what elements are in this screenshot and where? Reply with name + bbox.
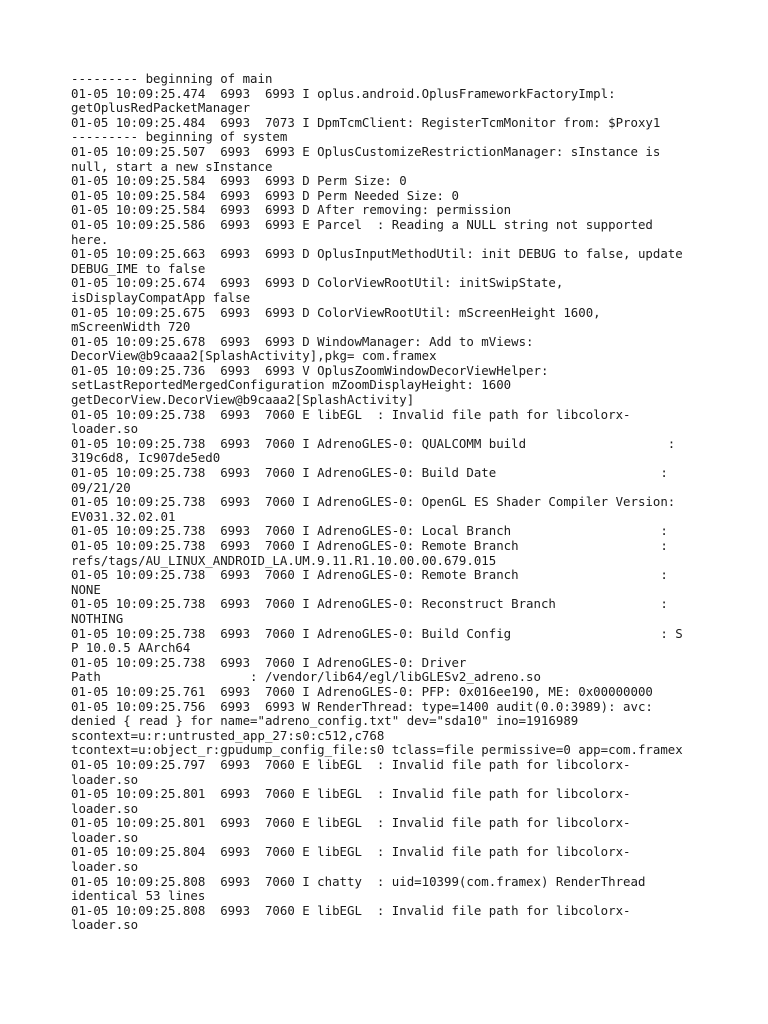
log-line: denied { read } for name="adreno_config.txt" dev="sda10" ino=1916989 <box>71 713 579 729</box>
log-line: --------- beginning of main <box>71 71 273 86</box>
log-line: 01-05 10:09:25.484 6993 7073 I DpmTcmClient: RegisterTcmMonitor from: $Proxy1 <box>71 114 661 130</box>
log-line: loader.so <box>71 800 139 816</box>
log-line: 01-05 10:09:25.663 6993 6993 D OplusInputMethodUtil: init DEBUG to false, update <box>71 246 683 262</box>
log-line: 01-05 10:09:25.808 6993 7060 I chatty : uid=10399(com.framex) RenderThread <box>71 873 646 889</box>
log-line: loader.so <box>71 917 139 933</box>
log-line: NOTHING <box>71 610 124 626</box>
log-line: getDecorView.DecorView@b9caaa2[SplashActivity] <box>71 392 415 408</box>
log-line: isDisplayCompatApp false <box>71 289 251 305</box>
log-line: null, start a new sInstance <box>71 158 273 174</box>
log-line: DecorView@b9caaa2[SplashActivity],pkg= com.framex <box>71 348 437 364</box>
log-line: NONE <box>71 581 101 597</box>
log-line: 01-05 10:09:25.584 6993 6993 D After removing: permission <box>71 202 512 218</box>
log-line: identical 53 lines <box>71 888 206 904</box>
log-line: tcontext=u:object_r:gpudump_config_file:s0 tclass=file permissive=0 app=com.framex <box>71 742 683 758</box>
log-line: 01-05 10:09:25.808 6993 7060 E libEGL : Invalid file path for libcolorx- <box>71 902 631 918</box>
log-line: here. <box>71 231 109 247</box>
log-line: 01-05 10:09:25.801 6993 7060 E libEGL : Invalid file path for libcolorx- <box>71 786 631 802</box>
log-line: 01-05 10:09:25.738 6993 7060 I AdrenoGLES-0: Local Branch : <box>71 523 668 539</box>
log-line: 01-05 10:09:25.474 6993 6993 I oplus.android.OplusFrameworkFactoryImpl: <box>71 85 616 101</box>
log-document <box>71 72 711 933</box>
log-line: loader.so <box>71 859 139 875</box>
log-line: 01-05 10:09:25.736 6993 6993 V OplusZoomWindowDecorViewHelper: <box>71 362 549 378</box>
log-line: 01-05 10:09:25.756 6993 6993 W RenderThread: type=1400 audit(0.0:3989): avc: <box>71 698 653 714</box>
log-line: P 10.0.5 AArch64 <box>71 640 191 656</box>
log-line: 01-05 10:09:25.586 6993 6993 E Parcel : Reading a NULL string not supported <box>71 216 653 232</box>
log-line: 319c6d8, Ic907de5ed0 <box>71 450 221 466</box>
log-line: loader.so <box>71 421 139 437</box>
log-line: 01-05 10:09:25.738 6993 7060 I AdrenoGLES-0: Build Date : <box>71 465 668 481</box>
log-line: 01-05 10:09:25.507 6993 6993 E OplusCustomizeRestrictionManager: sInstance is <box>71 143 661 159</box>
log-line: 01-05 10:09:25.804 6993 7060 E libEGL : Invalid file path for libcolorx- <box>71 844 631 860</box>
log-line: 01-05 10:09:25.797 6993 7060 E libEGL : Invalid file path for libcolorx- <box>71 756 631 772</box>
log-line: 01-05 10:09:25.738 6993 7060 I AdrenoGLES-0: Remote Branch : <box>71 538 668 553</box>
log-line: 01-05 10:09:25.738 6993 7060 I AdrenoGLES-0: OpenGL ES Shader Compiler Version: <box>71 494 676 510</box>
log-line: loader.so <box>71 829 139 845</box>
log-line: loader.so <box>71 771 139 787</box>
log-line: 01-05 10:09:25.674 6993 6993 D ColorViewRootUtil: initSwipState, <box>71 275 564 291</box>
log-line: DEBUG_IME to false <box>71 260 206 276</box>
log-line: Path : /vendor/lib64/egl/libGLESv2_adreno.so <box>71 669 541 685</box>
log-line: 01-05 10:09:25.675 6993 6993 D ColorViewRootUtil: mScreenHeight 1600, <box>71 304 601 320</box>
log-line: 01-05 10:09:25.738 6993 7060 I AdrenoGLES-0: Build Config : S <box>71 625 683 641</box>
log-line: --------- beginning of system <box>71 129 288 145</box>
log-line: mScreenWidth 720 <box>71 319 191 335</box>
log-line: 01-05 10:09:25.761 6993 7060 I AdrenoGLES-0: PFP: 0x016ee190, ME: 0x00000000 <box>71 683 653 699</box>
log-line: 01-05 10:09:25.738 6993 7060 I AdrenoGLES-0: Remote Branch : <box>71 567 668 583</box>
log-line: 01-05 10:09:25.678 6993 6993 D WindowManager: Add to mViews: <box>71 333 534 349</box>
log-line: 01-05 10:09:25.738 6993 7060 I AdrenoGLES-0: Driver <box>71 654 467 670</box>
log-line: 09/21/20 <box>71 479 131 495</box>
log-line: getOplusRedPacketManager <box>71 100 251 116</box>
log-line: 01-05 10:09:25.584 6993 6993 D Perm Needed Size: 0 <box>71 187 459 203</box>
log-line: 01-05 10:09:25.801 6993 7060 E libEGL : Invalid file path for libcolorx- <box>71 815 631 831</box>
log-line: refs/tags/AU_LINUX_ANDROID_LA.UM.9.11.R1.10.00.00.679.015 <box>71 552 497 568</box>
log-line: setLastReportedMergedConfiguration mZoomDisplayHeight: 1600 <box>71 377 512 393</box>
log-line: scontext=u:r:untrusted_app_27:s0:c512,c768 <box>71 727 385 743</box>
log-line: 01-05 10:09:25.738 6993 7060 E libEGL : Invalid file path for libcolorx- <box>71 406 631 422</box>
log-line: 01-05 10:09:25.738 6993 7060 I AdrenoGLES-0: QUALCOMM build : <box>71 435 676 451</box>
log-line: EV031.32.02.01 <box>71 508 176 524</box>
log-line: 01-05 10:09:25.738 6993 7060 I AdrenoGLES-0: Reconstruct Branch : <box>71 596 668 612</box>
log-line: 01-05 10:09:25.584 6993 6993 D Perm Size: 0 <box>71 173 407 189</box>
